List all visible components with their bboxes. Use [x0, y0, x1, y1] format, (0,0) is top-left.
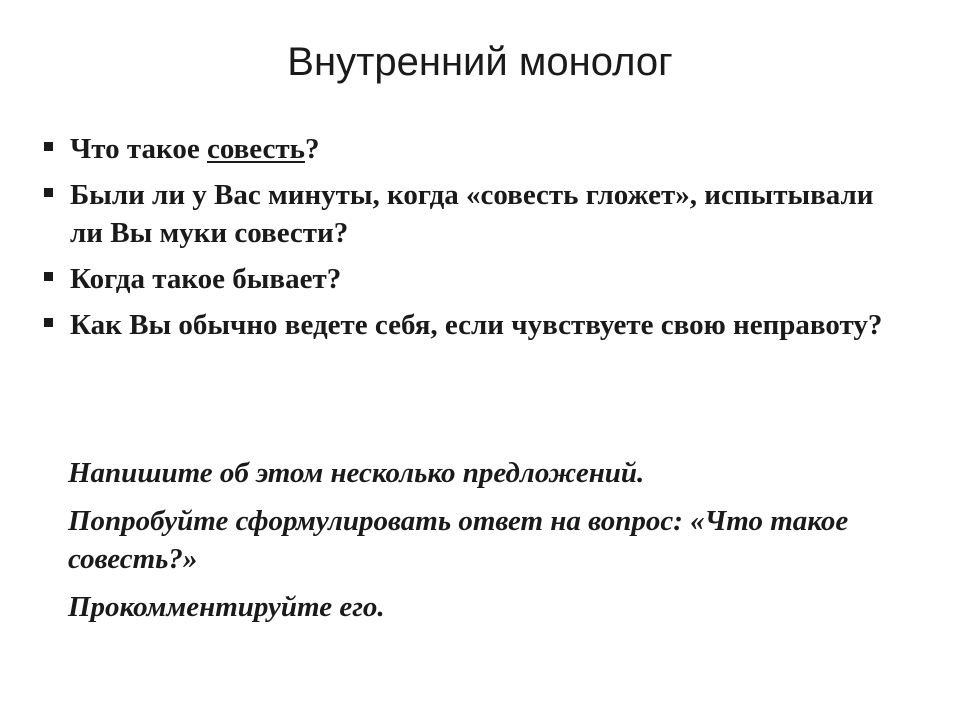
- question-text-end: ?: [304, 133, 320, 165]
- question-text-start: Что такое: [70, 133, 207, 165]
- question-item: [44, 306, 904, 344]
- slide-title: Внутренний монолог: [287, 40, 673, 84]
- question-item: [44, 176, 904, 252]
- question-item: [44, 130, 904, 168]
- question-underlined-term: совесть: [206, 133, 305, 165]
- task-line: Попробуйте сформулировать ответ на вопрос: «Что такое совесть?»: [68, 505, 849, 575]
- square-bullet-icon: [44, 142, 53, 151]
- square-bullet-icon: [44, 272, 53, 281]
- question-item: [44, 260, 904, 298]
- task-line: Прокомментируйте его.: [68, 591, 385, 623]
- square-bullet-icon: [44, 318, 53, 327]
- question-list: [44, 130, 904, 352]
- task-line: Напишите об этом несколько предложений.: [68, 457, 645, 489]
- question-text: Когда такое бывает?: [70, 263, 342, 295]
- question-text: Как Вы обычно ведете себя, если чувствуете свою неправоту?: [70, 309, 883, 341]
- square-bullet-icon: [44, 188, 53, 197]
- task-block: [68, 454, 918, 636]
- question-text: Были ли у Вас минуты, когда «совесть гложет», испытывали ли Вы муки совести?: [70, 179, 874, 249]
